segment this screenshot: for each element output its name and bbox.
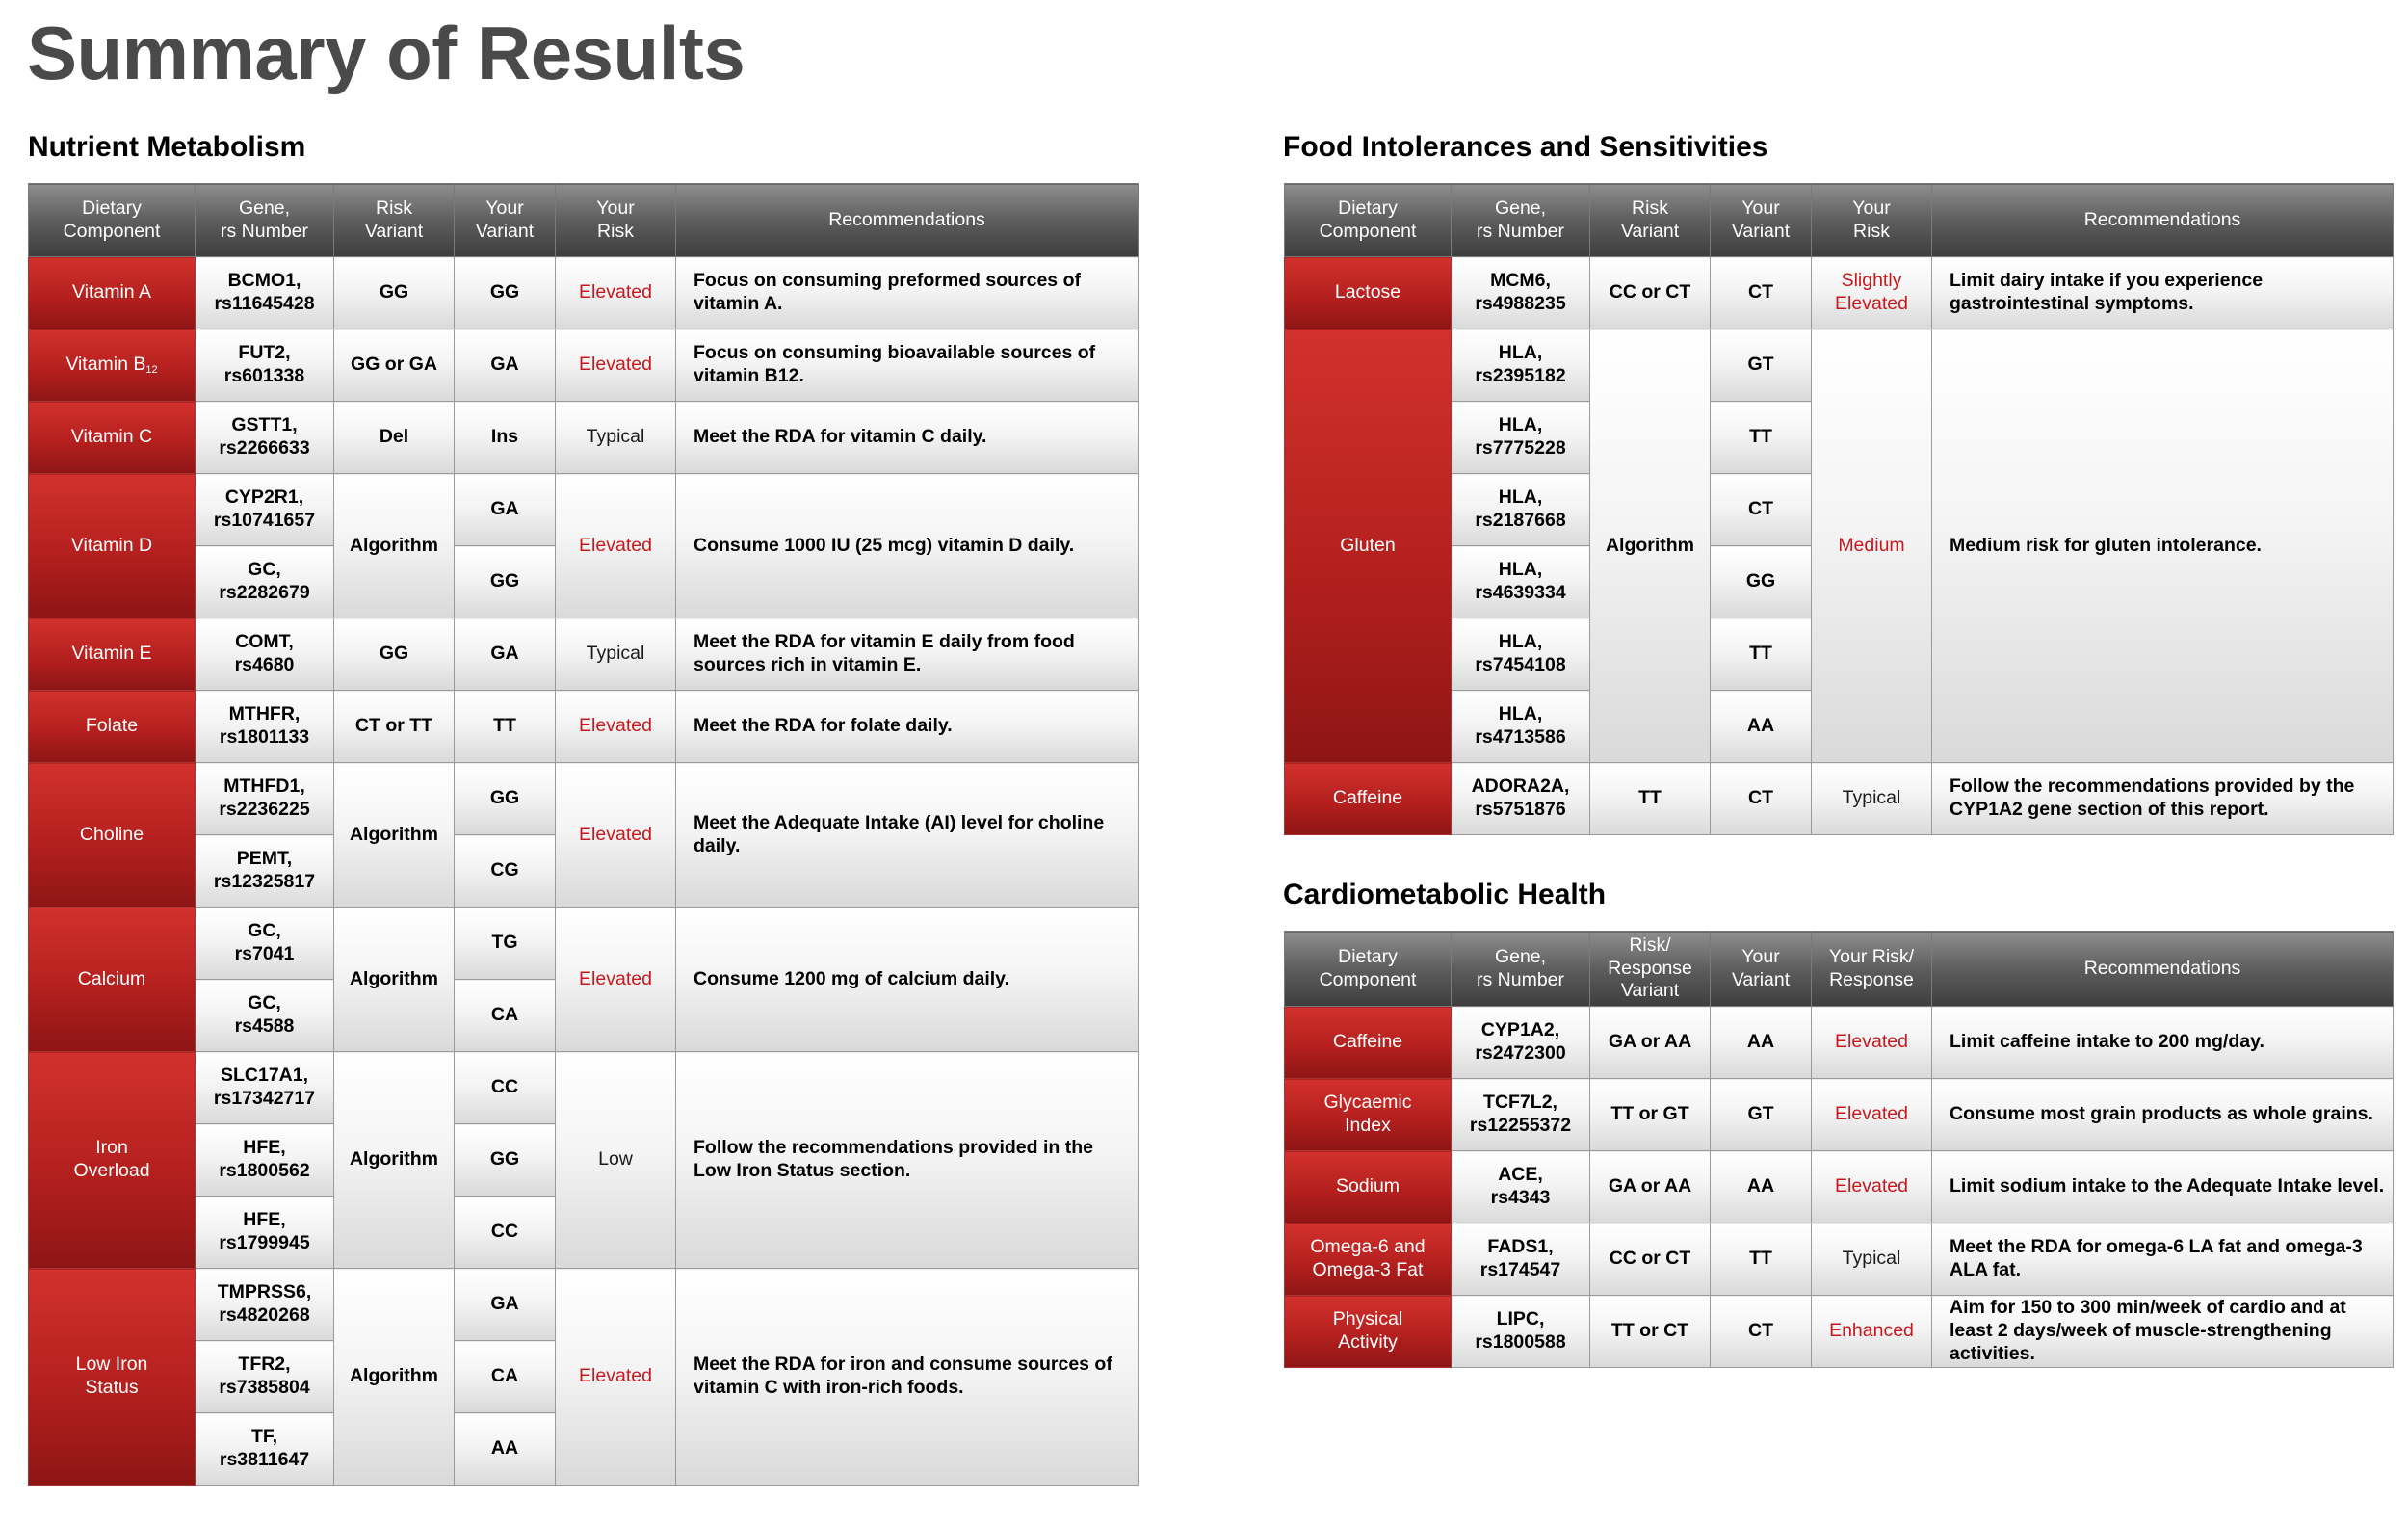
your-risk: Elevated	[1812, 1151, 1932, 1223]
risk-variant: Algorithm	[334, 1052, 455, 1269]
column-header: Dietary Component	[1285, 932, 1452, 1007]
gene-rs-number: ADORA2A, rs5751876	[1452, 763, 1590, 835]
risk-variant: Algorithm	[334, 474, 455, 618]
gene-rs-number: ACE, rs4343	[1452, 1151, 1590, 1223]
risk-variant: CT or TT	[334, 691, 455, 763]
food-section-title: Food Intolerances and Sensitivities	[1283, 131, 1768, 163]
header-row	[1285, 184, 2394, 257]
your-variant: GT	[1711, 1079, 1812, 1151]
gene-rs-number: MCM6, rs4988235	[1452, 257, 1590, 329]
your-risk: Elevated	[556, 474, 676, 618]
dietary-component: Sodium	[1285, 1151, 1452, 1223]
table-row	[1285, 1296, 2394, 1368]
your-variant: TT	[1711, 618, 1812, 691]
gene-rs-number: TMPRSS6, rs4820268	[196, 1269, 334, 1341]
recommendation: Limit dairy intake if you experience gastrointestinal symptoms.	[1932, 257, 2394, 329]
column-header: Risk Variant	[334, 184, 455, 257]
nutrient-section-title: Nutrient Metabolism	[28, 131, 306, 163]
gene-rs-number: GC, rs4588	[196, 980, 334, 1052]
your-risk: Elevated	[556, 691, 676, 763]
your-risk: Elevated	[556, 1269, 676, 1486]
your-risk: Typical	[556, 618, 676, 691]
your-variant: CC	[455, 1197, 556, 1269]
gene-rs-number: TCF7L2, rs12255372	[1452, 1079, 1590, 1151]
column-header: Recommendations	[676, 184, 1139, 257]
dietary-component: Glycaemic Index	[1285, 1079, 1452, 1151]
your-risk: Typical	[556, 402, 676, 474]
header-row	[1285, 932, 2394, 1007]
your-variant: CA	[455, 980, 556, 1052]
gene-rs-number: BCMO1, rs11645428	[196, 257, 334, 329]
risk-variant: GG or GA	[334, 329, 455, 402]
risk-variant: TT	[1590, 763, 1711, 835]
your-variant: TG	[455, 908, 556, 980]
risk-variant: CC or CT	[1590, 1223, 1711, 1296]
risk-variant: GA or AA	[1590, 1151, 1711, 1223]
your-risk: Medium	[1812, 329, 1932, 763]
dietary-component: Iron Overload	[29, 1052, 196, 1269]
your-variant: GG	[455, 546, 556, 618]
dietary-component: Physical Activity	[1285, 1296, 1452, 1368]
recommendation: Limit caffeine intake to 200 mg/day.	[1932, 1007, 2394, 1079]
recommendation: Meet the Adequate Intake (AI) level for choline daily.	[676, 763, 1139, 908]
your-variant: GA	[455, 1269, 556, 1341]
dietary-component: Lactose	[1285, 257, 1452, 329]
your-variant: GG	[1711, 546, 1812, 618]
table-row	[1285, 763, 2394, 835]
header-row	[29, 184, 1139, 257]
your-variant: GA	[455, 618, 556, 691]
your-variant: TT	[1711, 1223, 1812, 1296]
gene-rs-number: GC, rs2282679	[196, 546, 334, 618]
your-variant: GT	[1711, 329, 1812, 402]
recommendation: Follow the recommendations provided by the CYP1A2 gene section of this report.	[1932, 763, 2394, 835]
your-risk: Typical	[1812, 1223, 1932, 1296]
risk-variant: TT or GT	[1590, 1079, 1711, 1151]
risk-variant: GA or AA	[1590, 1007, 1711, 1079]
your-variant: CT	[1711, 257, 1812, 329]
your-variant: GA	[455, 474, 556, 546]
recommendation: Limit sodium intake to the Adequate Intake level.	[1932, 1151, 2394, 1223]
dietary-component: Calcium	[29, 908, 196, 1052]
gene-rs-number: HLA, rs2187668	[1452, 474, 1590, 546]
gene-rs-number: HFE, rs1800562	[196, 1124, 334, 1197]
risk-variant: Algorithm	[334, 1269, 455, 1486]
gene-rs-number: MTHFR, rs1801133	[196, 691, 334, 763]
column-header: Your Variant	[1711, 184, 1812, 257]
risk-variant: Algorithm	[1590, 329, 1711, 763]
dietary-component: Choline	[29, 763, 196, 908]
dietary-component: Vitamin D	[29, 474, 196, 618]
recommendation: Meet the RDA for vitamin C daily.	[676, 402, 1139, 474]
gene-rs-number: MTHFD1, rs2236225	[196, 763, 334, 835]
your-variant: TT	[455, 691, 556, 763]
gene-rs-number: CYP1A2, rs2472300	[1452, 1007, 1590, 1079]
dietary-component: Low Iron Status	[29, 1269, 196, 1486]
column-header: Your Risk	[556, 184, 676, 257]
your-variant: AA	[1711, 1007, 1812, 1079]
dietary-component: Vitamin C	[29, 402, 196, 474]
your-variant: GG	[455, 763, 556, 835]
gene-rs-number: TF, rs3811647	[196, 1413, 334, 1486]
your-risk: Elevated	[556, 329, 676, 402]
risk-variant: TT or CT	[1590, 1296, 1711, 1368]
table-row	[1285, 1151, 2394, 1223]
recommendation: Focus on consuming preformed sources of vitamin A.	[676, 257, 1139, 329]
column-header: Your Risk/ Response	[1812, 932, 1932, 1007]
nutrient-table	[28, 183, 1139, 1486]
gene-rs-number: GC, rs7041	[196, 908, 334, 980]
dietary-component: Folate	[29, 691, 196, 763]
table-row	[1285, 257, 2394, 329]
dietary-component: Omega-6 and Omega-3 Fat	[1285, 1223, 1452, 1296]
table-row	[29, 257, 1139, 329]
gene-rs-number: GSTT1, rs2266633	[196, 402, 334, 474]
table-row	[29, 763, 1139, 835]
recommendation: Meet the RDA for folate daily.	[676, 691, 1139, 763]
your-risk: Low	[556, 1052, 676, 1269]
your-variant: CA	[455, 1341, 556, 1413]
risk-variant: Algorithm	[334, 908, 455, 1052]
gene-rs-number: SLC17A1, rs17342717	[196, 1052, 334, 1124]
dietary-component: Caffeine	[1285, 763, 1452, 835]
your-risk: Elevated	[556, 257, 676, 329]
your-risk: Elevated	[556, 908, 676, 1052]
gene-rs-number: FADS1, rs174547	[1452, 1223, 1590, 1296]
table-row	[1285, 329, 2394, 402]
dietary-component: Caffeine	[1285, 1007, 1452, 1079]
gene-rs-number: PEMT, rs12325817	[196, 835, 334, 908]
table-row	[1285, 1079, 2394, 1151]
dietary-component: Gluten	[1285, 329, 1452, 763]
your-variant: GA	[455, 329, 556, 402]
table-row	[29, 1052, 1139, 1124]
recommendation: Consume most grain products as whole grains.	[1932, 1079, 2394, 1151]
gene-rs-number: HLA, rs2395182	[1452, 329, 1590, 402]
recommendation: Consume 1000 IU (25 mcg) vitamin D daily.	[676, 474, 1139, 618]
your-variant: CC	[455, 1052, 556, 1124]
table-row	[1285, 1223, 2394, 1296]
your-variant: GG	[455, 1124, 556, 1197]
column-header: Risk Variant	[1590, 184, 1711, 257]
your-variant: GG	[455, 257, 556, 329]
table-row	[29, 1269, 1139, 1341]
gene-rs-number: COMT, rs4680	[196, 618, 334, 691]
gene-rs-number: CYP2R1, rs10741657	[196, 474, 334, 546]
recommendation: Focus on consuming bioavailable sources of vitamin B12.	[676, 329, 1139, 402]
column-header: Your Variant	[455, 184, 556, 257]
your-variant: CT	[1711, 763, 1812, 835]
risk-variant: Algorithm	[334, 763, 455, 908]
table-row	[29, 402, 1139, 474]
your-variant: AA	[455, 1413, 556, 1486]
dietary-component: Vitamin E	[29, 618, 196, 691]
risk-variant: GG	[334, 257, 455, 329]
your-risk: Elevated	[1812, 1079, 1932, 1151]
gene-rs-number: FUT2, rs601338	[196, 329, 334, 402]
your-risk: Elevated	[556, 763, 676, 908]
your-risk: Enhanced	[1812, 1296, 1932, 1368]
column-header: Recommendations	[1932, 184, 2394, 257]
column-header: Gene, rs Number	[1452, 932, 1590, 1007]
table-row	[29, 691, 1139, 763]
table-row	[29, 329, 1139, 402]
table-row	[29, 618, 1139, 691]
gene-rs-number: HLA, rs7454108	[1452, 618, 1590, 691]
gene-rs-number: TFR2, rs7385804	[196, 1341, 334, 1413]
column-header: Dietary Component	[29, 184, 196, 257]
column-header: Dietary Component	[1285, 184, 1452, 257]
your-risk: Slightly Elevated	[1812, 257, 1932, 329]
gene-rs-number: LIPC, rs1800588	[1452, 1296, 1590, 1368]
your-variant: CT	[1711, 474, 1812, 546]
column-header: Your Variant	[1711, 932, 1812, 1007]
recommendation: Consume 1200 mg of calcium daily.	[676, 908, 1139, 1052]
recommendation: Meet the RDA for omega-6 LA fat and omega-3 ALA fat.	[1932, 1223, 2394, 1296]
gene-rs-number: HLA, rs7775228	[1452, 402, 1590, 474]
your-variant: TT	[1711, 402, 1812, 474]
recommendation: Follow the recommendations provided in the Low Iron Status section.	[676, 1052, 1139, 1269]
column-header: Your Risk	[1812, 184, 1932, 257]
dietary-component: Vitamin A	[29, 257, 196, 329]
page-title: Summary of Results	[27, 11, 746, 95]
recommendation: Medium risk for gluten intolerance.	[1932, 329, 2394, 763]
your-variant: AA	[1711, 1151, 1812, 1223]
your-variant: CT	[1711, 1296, 1812, 1368]
column-header: Risk/ Response Variant	[1590, 932, 1711, 1007]
gene-rs-number: HLA, rs4639334	[1452, 546, 1590, 618]
table-row	[29, 474, 1139, 546]
table-row	[1285, 1007, 2394, 1079]
table-row	[29, 908, 1139, 980]
cardio-section-title: Cardiometabolic Health	[1283, 879, 1607, 910]
gene-rs-number: HLA, rs4713586	[1452, 691, 1590, 763]
risk-variant: Del	[334, 402, 455, 474]
food-intolerance-table	[1284, 183, 2394, 835]
risk-variant: GG	[334, 618, 455, 691]
recommendation: Aim for 150 to 300 min/week of cardio and at least 2 days/week of muscle-strengthening activities.	[1932, 1296, 2394, 1368]
your-variant: CG	[455, 835, 556, 908]
gene-rs-number: HFE, rs1799945	[196, 1197, 334, 1269]
risk-variant: CC or CT	[1590, 257, 1711, 329]
your-risk: Typical	[1812, 763, 1932, 835]
your-variant: AA	[1711, 691, 1812, 763]
column-header: Gene, rs Number	[196, 184, 334, 257]
recommendation: Meet the RDA for vitamin E daily from food sources rich in vitamin E.	[676, 618, 1139, 691]
column-header: Gene, rs Number	[1452, 184, 1590, 257]
your-variant: Ins	[455, 402, 556, 474]
column-header: Recommendations	[1932, 932, 2394, 1007]
your-risk: Elevated	[1812, 1007, 1932, 1079]
cardiometabolic-table	[1284, 931, 2394, 1368]
recommendation: Meet the RDA for iron and consume sources of vitamin C with iron-rich foods.	[676, 1269, 1139, 1486]
dietary-component: Vitamin $B_{12}$	[29, 329, 196, 402]
